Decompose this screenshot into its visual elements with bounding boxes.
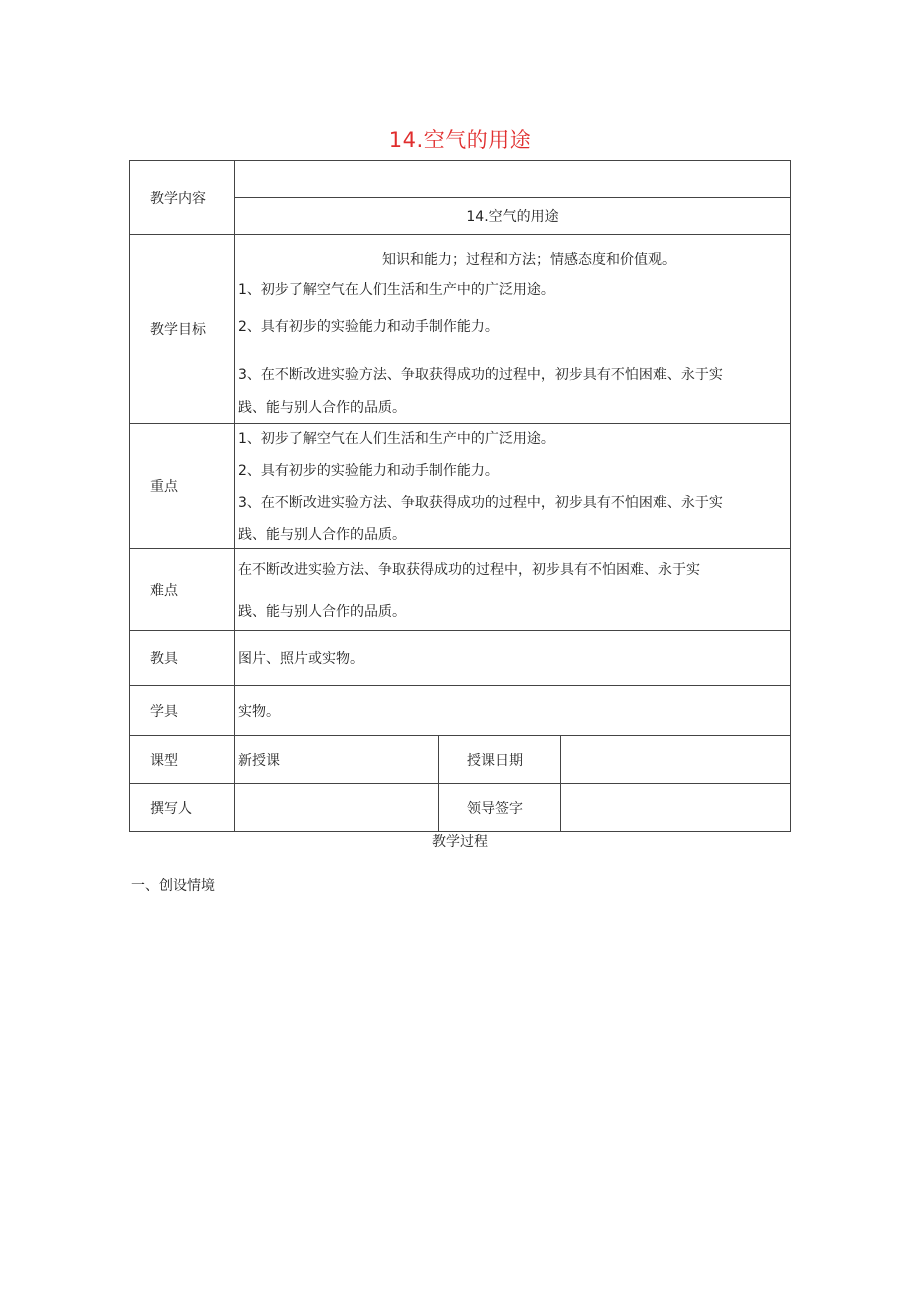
author-value	[235, 784, 439, 832]
goal-item-2: 2、具有初步的实验能力和动手制作能力。	[238, 319, 499, 335]
lesson-date-value	[561, 736, 791, 784]
teaching-aids-label: 教具	[130, 631, 235, 686]
key-point-1: 1、初步了解空气在人们生活和生产中的广泛用途。	[238, 431, 555, 447]
document-title: 14.空气的用途	[388, 128, 532, 152]
learning-aids-value: 实物。	[235, 686, 791, 736]
goal-item-1: 1、初步了解空气在人们生活和生产中的广泛用途。	[238, 282, 555, 298]
teaching-aids-row	[130, 631, 791, 686]
lesson-type-value: 新授课	[235, 736, 439, 784]
difficulty-cell	[235, 549, 791, 631]
key-point-3: 3、在不断改进实验方法、争取获得成功的过程中，初步具有不怕困难、永于实	[238, 495, 723, 511]
key-points-row	[130, 424, 791, 549]
key-point-3-cont: 践、能与别人合作的品质。	[238, 527, 406, 543]
learning-aids-row	[130, 686, 791, 736]
content-label: 教学内容	[130, 161, 235, 235]
difficulty-label: 难点	[130, 549, 235, 631]
key-point-2: 2、具有初步的实验能力和动手制作能力。	[238, 463, 499, 479]
learning-aids-label: 学具	[130, 686, 235, 736]
author-row	[130, 784, 791, 832]
signature-label: 领导签字	[439, 784, 561, 832]
lesson-plan-table	[129, 160, 791, 832]
lesson-type-row	[130, 736, 791, 784]
goals-label: 教学目标	[130, 235, 235, 424]
difficulty-row	[130, 549, 791, 631]
difficulty-line-2: 践、能与别人合作的品质。	[238, 603, 406, 620]
key-points-label: 重点	[130, 424, 235, 549]
difficulty-line-1: 在不断改进实验方法、争取获得成功的过程中，初步具有不怕困难、永于实	[238, 561, 700, 578]
section-heading-1: 一、创设情境	[131, 878, 215, 894]
content-row-top	[130, 161, 791, 198]
key-points-cell	[235, 424, 791, 549]
goal-item-3-cont: 践、能与别人合作的品质。	[238, 400, 406, 416]
teaching-aids-value: 图片、照片或实物。	[235, 631, 791, 686]
goals-heading: 知识和能力；过程和方法；情感态度和价值观。	[382, 252, 676, 268]
goal-item-3: 3、在不断改进实验方法、争取获得成功的过程中，初步具有不怕困难、永于实	[238, 367, 723, 383]
lesson-date-label: 授课日期	[439, 736, 561, 784]
content-empty-cell	[235, 161, 791, 198]
goals-row	[130, 235, 791, 424]
signature-value	[561, 784, 791, 832]
content-value: 14.空气的用途	[235, 198, 791, 235]
author-label: 撰写人	[130, 784, 235, 832]
process-caption: 教学过程	[432, 834, 488, 850]
goals-cell	[235, 235, 791, 424]
lesson-type-label: 课型	[130, 736, 235, 784]
